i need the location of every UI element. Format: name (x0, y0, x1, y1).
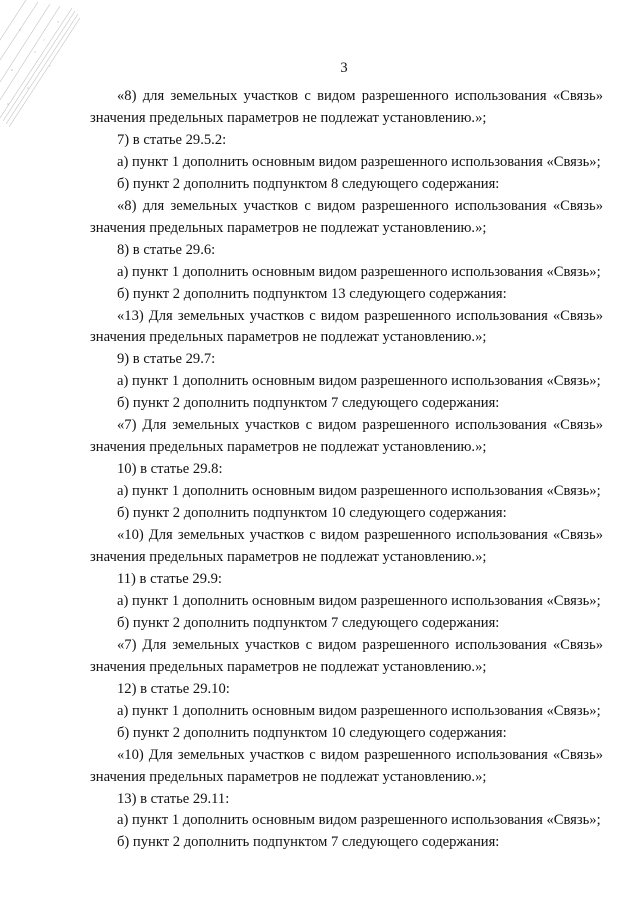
document-paragraph: б) пункт 2 дополнить подпунктом 7 следующего содержания: (117, 395, 500, 412)
page-number: 3 (340, 60, 348, 76)
document-paragraph: «8) для земельных участков с видом разрешенного использования «Связь» значения предельных параметров не подлежат установлению.»; (90, 88, 603, 126)
document-paragraph: 7) в статье 29.5.2: (117, 131, 227, 148)
document-paragraph: 9) в статье 29.7: (117, 351, 216, 368)
document-body (90, 86, 603, 854)
document-paragraph: а) пункт 1 дополнить основным видом разрешенного использования «Связь»; (117, 592, 601, 609)
document-paragraph: «10) Для земельных участков с видом разрешенного использования «Связь» значения предельных параметров не подлежат установлению.»; (90, 746, 603, 785)
document-paragraph: б) пункт 2 дополнить подпунктом 7 следующего содержания: (117, 834, 500, 851)
document-paragraph: «13) Для земельных участков с видом разрешенного использования «Связь» значения предельных параметров не подлежат установлению.»; (90, 307, 603, 346)
document-paragraph: 10) в статье 29.8: (117, 461, 223, 478)
document-paragraph: а) пункт 1 дополнить основным видом разрешенного использования «Связь»; (117, 812, 601, 829)
document-paragraph: б) пункт 2 дополнить подпунктом 13 следующего содержания: (117, 285, 507, 302)
document-paragraph: а) пункт 1 дополнить основным видом разрешенного использования «Связь»; (117, 373, 601, 390)
document-paragraph: б) пункт 2 дополнить подпунктом 10 следующего содержания: (117, 505, 507, 522)
document-paragraph: 12) в статье 29.10: (117, 680, 230, 697)
document-paragraph: а) пункт 1 дополнить основным видом разрешенного использования «Связь»; (117, 263, 601, 280)
document-paragraph: а) пункт 1 дополнить основным видом разрешенного использования «Связь»; (117, 483, 601, 500)
document-paragraph: б) пункт 2 дополнить подпунктом 8 следующего содержания: (117, 175, 500, 192)
document-paragraph: б) пункт 2 дополнить подпунктом 7 следующего содержания: (117, 614, 500, 631)
document-paragraph: 8) в статье 29.6: (117, 241, 216, 258)
document-paragraph: а) пункт 1 дополнить основным видом разрешенного использования «Связь»; (117, 702, 601, 719)
document-paragraph: «7) Для земельных участков с видом разрешенного использования «Связь» значения предельных параметров не подлежат установлению.»; (90, 417, 603, 456)
document-paragraph: 13) в статье 29.11: (117, 790, 230, 807)
document-paragraph: «8) для земельных участков с видом разрешенного использования «Связь» значения предельных параметров не подлежат установлению.»; (90, 197, 603, 236)
document-paragraph: 11) в статье 29.9: (117, 570, 222, 587)
document-paragraph: «10) Для земельных участков с видом разрешенного использования «Связь» значения предельных параметров не подлежат установлению.»; (90, 527, 603, 566)
document-paragraph: б) пункт 2 дополнить подпунктом 10 следующего содержания: (117, 724, 507, 741)
document-paragraph: «7) Для земельных участков с видом разрешенного использования «Связь» значения предельных параметров не подлежат установлению.»; (90, 636, 603, 675)
document-paragraph: а) пункт 1 дополнить основным видом разрешенного использования «Связь»; (117, 153, 601, 170)
